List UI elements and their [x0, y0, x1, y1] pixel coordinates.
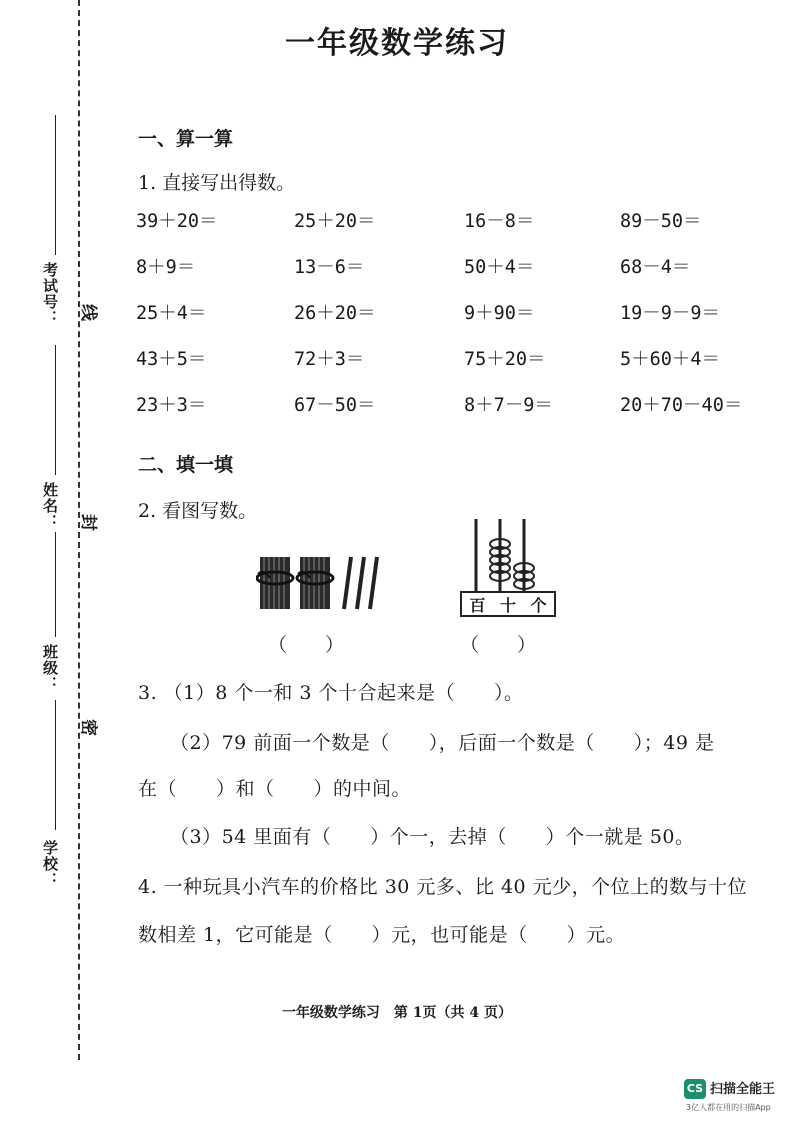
class-label: 班级： [41, 644, 59, 692]
bundle-of-ten-icon [257, 557, 293, 609]
problem: 9＋90＝ [464, 303, 535, 324]
abacus-label-ones: 个 [530, 595, 547, 615]
abacus-label-tens: 十 [499, 595, 516, 615]
page-footer: 一年级数学练习 第 1页（共 4 页） [281, 1005, 513, 1021]
question-3-1: 3. （1）8 个一和 3 个十合起来是（ ）。 [138, 682, 524, 704]
problem: 75＋20＝ [464, 349, 546, 370]
abacus-rods-icon [460, 517, 560, 592]
question-4-line1: 4. 一种玩具小汽车的价格比 30 元多、比 40 元少，个位上的数与十位 [138, 876, 748, 898]
problem: 89－50＝ [620, 211, 702, 232]
problem: 8＋7－9＝ [464, 395, 553, 416]
abacus-image [460, 517, 560, 617]
problem: 13－6＝ [294, 257, 365, 278]
problem: 19－9－9＝ [620, 303, 721, 324]
abacus-label-hundreds: 百 [469, 595, 486, 615]
school-label: 学校： [41, 840, 59, 888]
camscanner-tagline: 3亿人都在用的扫描App [686, 1103, 771, 1112]
question-4-line2: 数相差 1，它可能是（ ）元，也可能是（ ）元。 [138, 924, 626, 946]
exam-number-line [55, 115, 56, 255]
school-line [55, 700, 56, 830]
question-1-prompt: 1. 直接写出得数。 [138, 172, 296, 194]
problem: 39＋20＝ [136, 211, 218, 232]
problem: 50＋4＝ [464, 257, 535, 278]
camscanner-brand: 扫描全能王 [710, 1082, 776, 1097]
problem: 67－50＝ [294, 395, 376, 416]
exam-number-label: 考试号： [41, 262, 59, 326]
question-3-3: （3）54 里面有（ ）个一，去掉（ ）个一就是 50。 [170, 826, 695, 848]
problem: 43＋5＝ [136, 349, 207, 370]
answer-blank-abacus[interactable]: （ ） [460, 634, 537, 656]
name-label: 姓名： [41, 482, 59, 530]
abacus-base [460, 591, 556, 617]
seal-char-secret: 密 [78, 719, 98, 736]
seal-char-line: 线 [78, 304, 98, 321]
problem: 23＋3＝ [136, 395, 207, 416]
sticks-bundle-image [256, 545, 396, 615]
problem: 5＋60＋4＝ [620, 349, 721, 370]
problem: 72＋3＝ [294, 349, 365, 370]
question-3-2-line2: 在（ ）和（ ）的中间。 [138, 778, 412, 800]
section-1-heading: 一、算一算 [138, 128, 234, 150]
question-2-prompt: 2. 看图写数。 [138, 500, 258, 522]
problem: 20＋70－40＝ [620, 395, 743, 416]
answer-blank-sticks[interactable]: （ ） [268, 634, 345, 656]
question-3-2-line1: （2）79 前面一个数是（ ），后面一个数是（ ）；49 是 [170, 732, 715, 754]
camscanner-logo: CS [684, 1079, 706, 1099]
arithmetic-grid [136, 207, 776, 420]
section-2-heading: 二、填一填 [138, 454, 234, 476]
seal-char-seal: 封 [78, 514, 98, 531]
problem: 25＋4＝ [136, 303, 207, 324]
single-sticks-icon [344, 557, 377, 609]
problem: 26＋20＝ [294, 303, 376, 324]
problem: 25＋20＝ [294, 211, 376, 232]
problem: 8＋9＝ [136, 257, 196, 278]
class-line [55, 532, 56, 637]
problem: 16－8＝ [464, 211, 535, 232]
bundle-of-ten-icon [297, 557, 333, 609]
problem: 68－4＝ [620, 257, 691, 278]
page-title: 一年级数学练习 [285, 26, 509, 61]
name-line [55, 345, 56, 475]
